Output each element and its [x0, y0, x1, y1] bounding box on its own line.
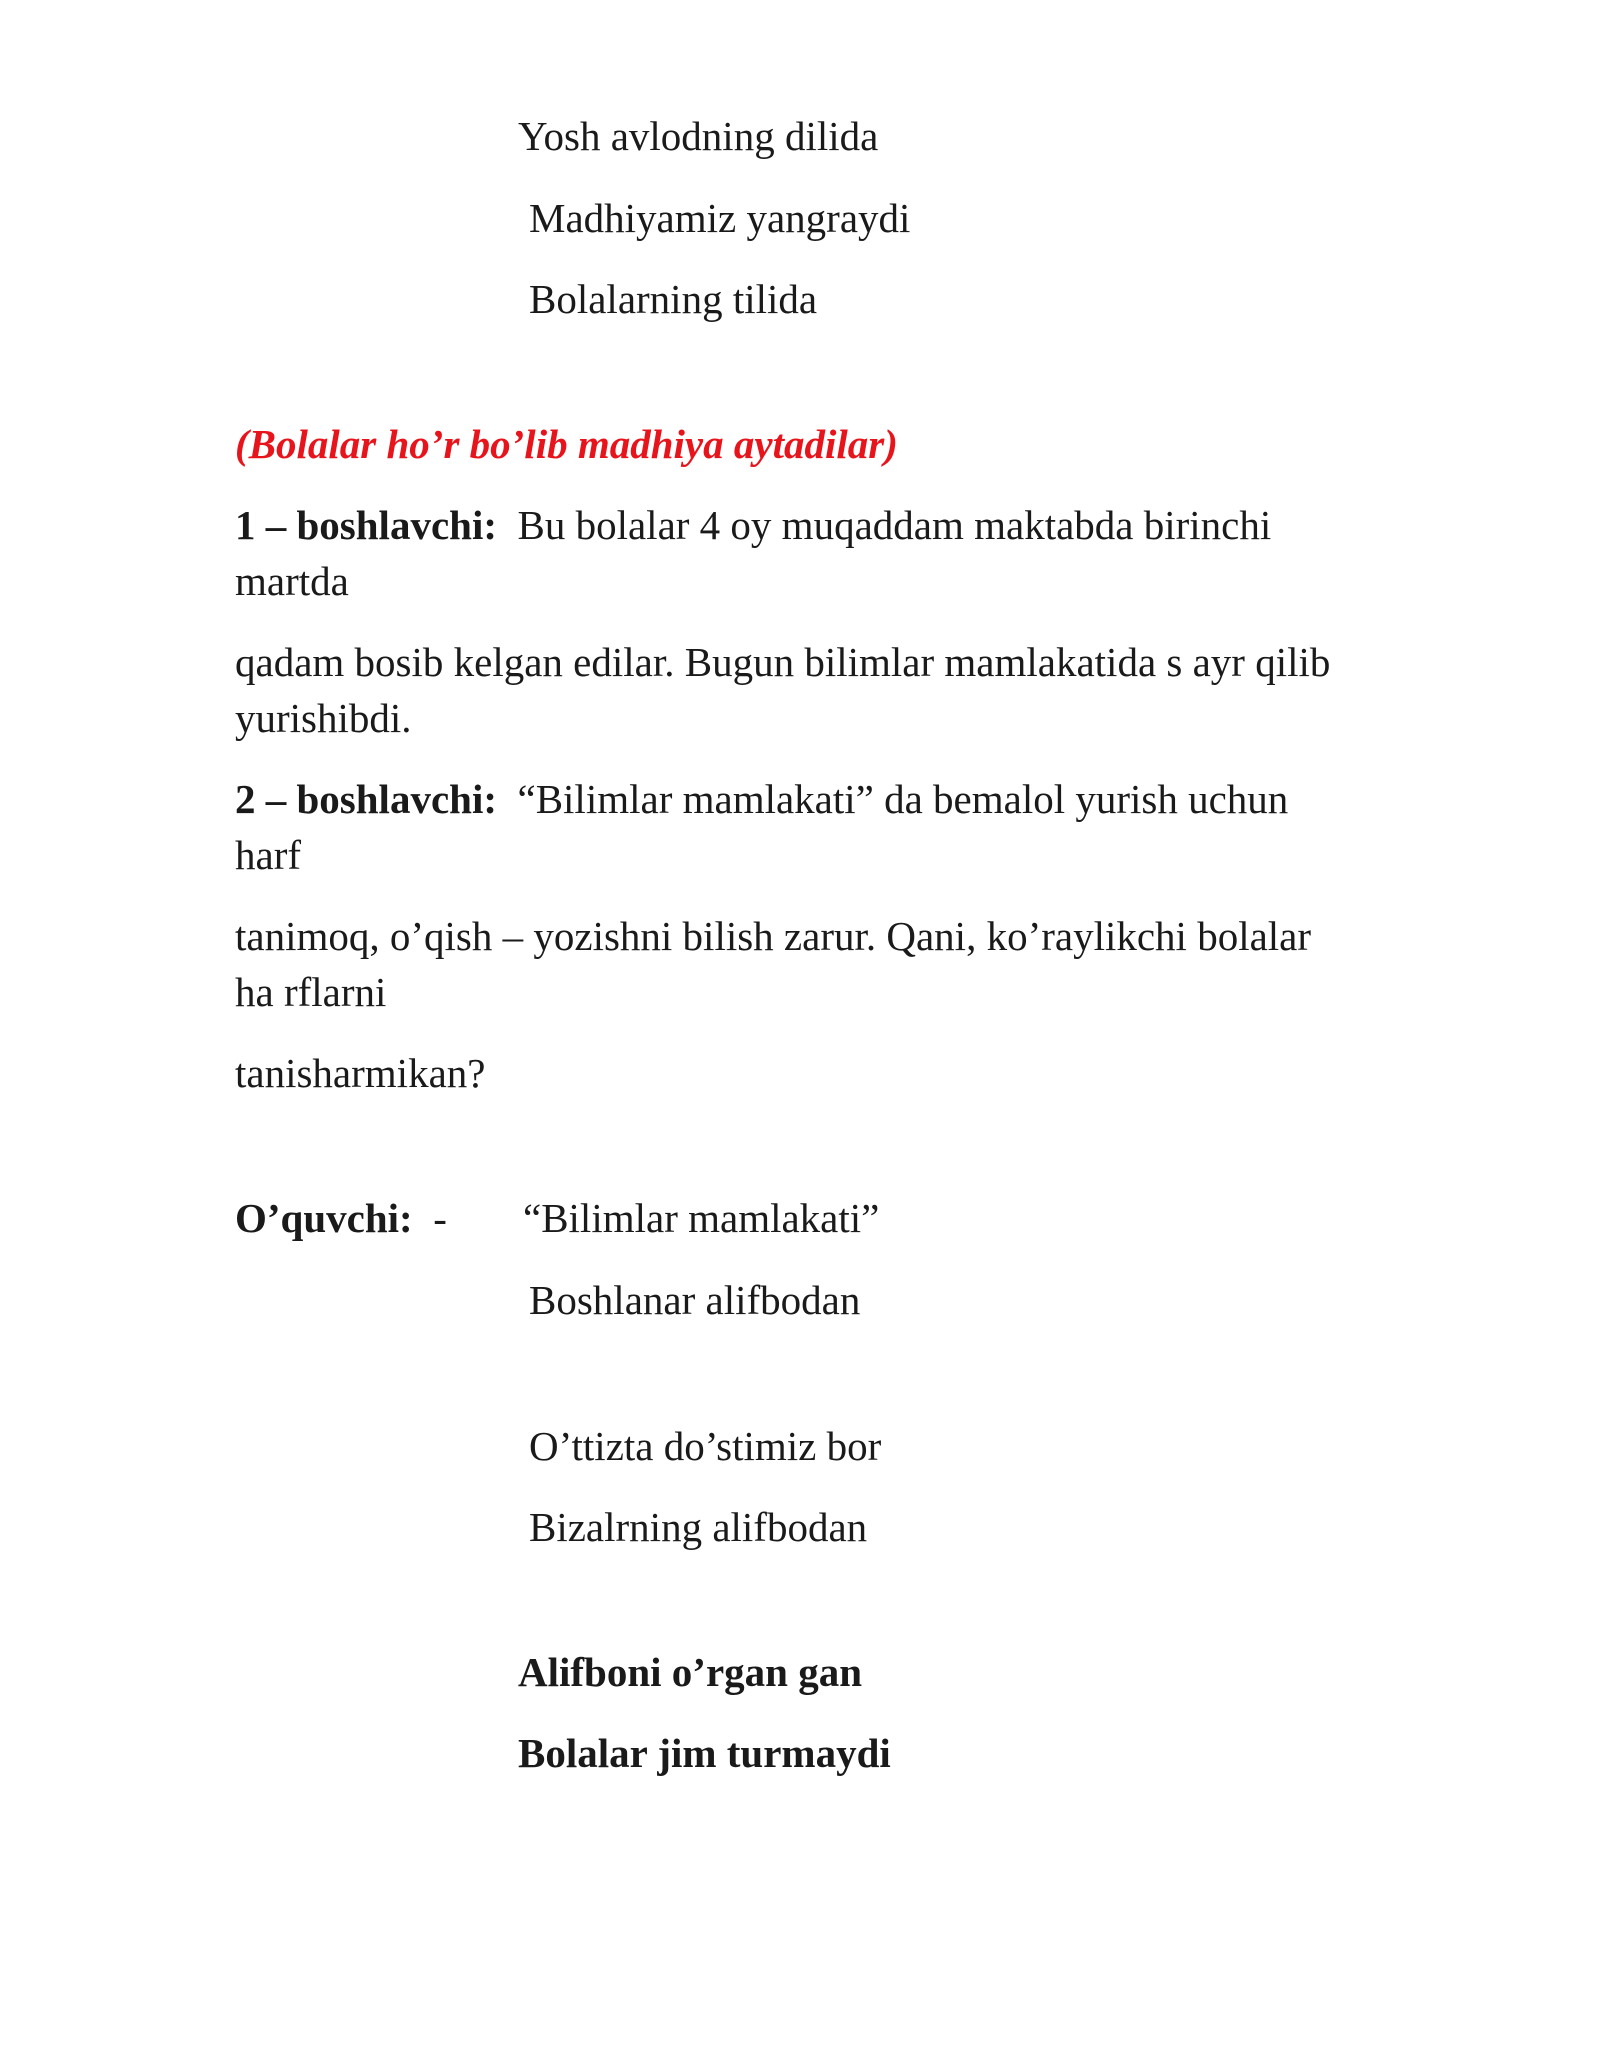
poem-line: O’ttizta do’stimiz bor [529, 1423, 882, 1469]
stage-direction: (Bolalar ho’r bo’lib madhiya aytadilar) [235, 421, 898, 467]
pupil-label-line [235, 1190, 447, 1246]
speech-text: Bu bolalar 4 oy muqaddam maktabda birinchi [517, 502, 1272, 548]
speech-text: martda [235, 558, 349, 604]
speaker-label: 1 – boshlavchi: [235, 502, 497, 548]
speech-text: “Bilimlar mamlakati” da bemalol yurish uchun [517, 776, 1289, 822]
speech-text: qadam bosib kelgan edilar. Bugun bilimlar mamlakatida s ayr qilib [235, 639, 1331, 685]
speech-text: tanimoq, o’qish – yozishni bilish zarur. Qani, ko’raylikchi bolalar [235, 913, 1312, 959]
poem-line: Bolalarning tilida [529, 276, 818, 322]
speech-text: yurishibdi. [235, 695, 412, 741]
poem-line: Yosh avlodning dilida [518, 113, 879, 159]
poem-line: “Bilimlar mamlakati” [523, 1195, 880, 1241]
poem-line: Alifboni o’rgan gan [518, 1649, 862, 1695]
speech-text: ha rflarni [235, 969, 387, 1015]
leader2-line [235, 771, 1288, 827]
poem-line: Bizalrning alifbodan [529, 1504, 868, 1550]
speaker-label: 2 – boshlavchi: [235, 776, 497, 822]
dash: - [433, 1195, 447, 1241]
leader1-line [235, 497, 1271, 553]
poem-line: Bolalar jim turmaydi [518, 1730, 891, 1776]
poem-line: Madhiyamiz yangraydi [529, 195, 911, 241]
poem-line: Boshlanar alifbodan [529, 1277, 861, 1323]
speaker-label: O’quvchi: [235, 1195, 413, 1241]
speech-text: harf [235, 832, 302, 878]
speech-text: tanisharmikan? [235, 1050, 486, 1096]
